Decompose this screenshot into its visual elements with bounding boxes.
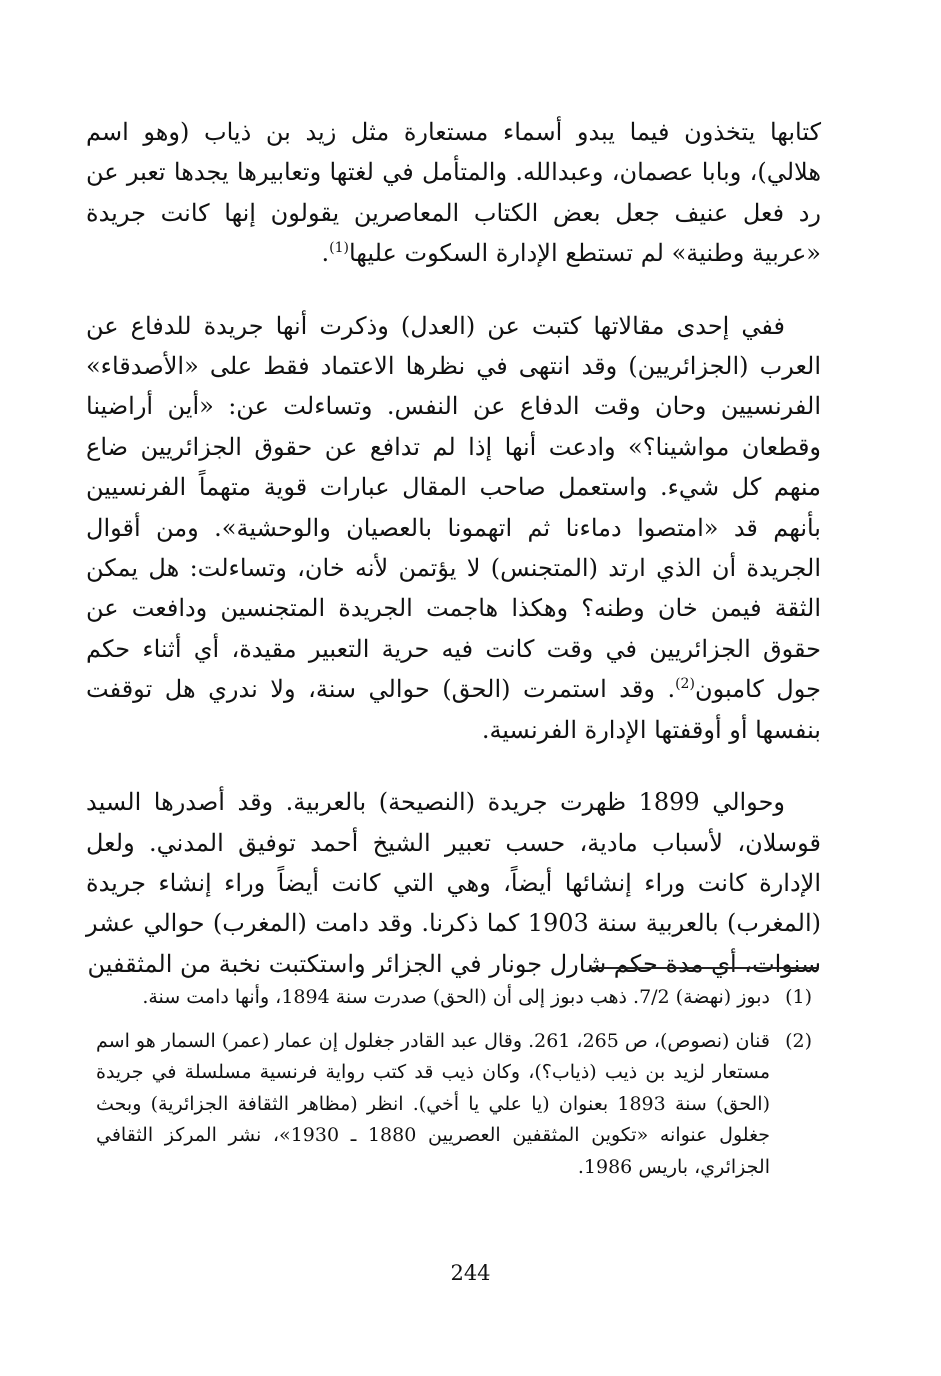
paragraph-1-end: . [321, 239, 330, 268]
footnote-separator [592, 967, 818, 969]
footnote-ref-1: (1) [329, 240, 349, 257]
footnotes [96, 982, 812, 1183]
page-number: 244 [450, 1261, 491, 1285]
paragraph-3 [86, 782, 821, 984]
paragraph-2-text: ففي إحدى مقالاتها كتبت عن (العدل) وذكرت أنها جريدة للدفاع عن العرب (الجزائريين) وقد انتهى في نظرها الاعتماد فقط على «الأصدقاء» الفرنسيين وحان وقت الدفاع عن النفس. وتساءلت عن: «أين أراضينا وقطعان مواشينا؟» وادعت أنها إذا لم تدافع عن حقوق الجزائريين ضاع منهم كل شيء. واستعمل صاحب المقال عبارات قوية متهماً الفرنسيين بأنهم قد «امتصوا دماءنا ثم اتهمونا بالعصيان والوحشية». ومن أقوال الجريدة أن الذي ارتد (المتجنس) لا يؤتمن لأنه خان، وتساءلت: هل يمكن الثقة فيمن خان وطنه؟ وهكذا هاجمت الجريدة المتجنسين ودافعت عن حقوق الجزائريين في وقت كانت فيه حرية التعبير مقيدة، أي أثناء حكم جول كامبون [86, 311, 822, 704]
footnote-ref-2: (2) [675, 676, 695, 693]
footnote-2-text: قنان (نصوص)، ص 265، 261. وقال عبد القادر جغلول إن عمار (عمر) السمار هو اسم مستعار لزيد بن ذيب (ذياب؟)، وكان ذيب قد كتب رواية فرنسية مسلسلة في جريدة (الحق) سنة 1893 بعنوان (يا علي يا أخي). انظر (مظاهر الثقافة الجزائرية) وبحث جغلول عنوانه «تكوين المثقفين العصريين 1880 ـ 1930»، نشر المركز الثقافي الجزائري، باريس 1986. [96, 1029, 771, 1178]
paragraph-2 [86, 306, 821, 750]
paragraph-2-end: . وقد استمرت (الحق) حوالي سنة، ولا ندري هل توقفت بنفسها أو أوقفتها الإدارة الفرنسية. [86, 675, 821, 744]
main-text [86, 112, 821, 984]
footnote-1 [96, 982, 812, 1014]
footnote-1-text: دبوز (نهضة) 7/2. ذهب دبوز إلى أن (الحق) صدرت سنة 1894، وأنها دامت سنة. [142, 986, 770, 1008]
footnote-2-number: (2) [785, 1029, 812, 1052]
footnote-2 [96, 1026, 812, 1184]
paragraph-3-text: وحوالي 1899 ظهرت جريدة (النصيحة) بالعربية. وقد أصدرها السيد قوسلان، لأسباب مادية، حسب تعبير الشيخ أحمد توفيق المدني. ولعل الإدارة كانت وراء إنشائها أيضاً، وهي التي كانت أيضاً وراء إنشاء جريدة (المغرب) بالعربية سنة 1903 كما ذكرنا. وقد دامت (المغرب) حوالي عشر سنوات، أي مدة حكم شارل جونار في الجزائر واستكتبت نخبة من المثقفين [86, 788, 821, 978]
paragraph-1 [86, 112, 821, 274]
footnote-1-number: (1) [785, 986, 812, 1008]
paragraph-1-text: كتابها يتخذون فيما يبدو أسماء مستعارة مثل زيد بن ذياب (وهو اسم هلالي)، وبابا عصمان، وعبدالله. والمتأمل في لغتها وتعابيرها يجدها تعبر عن رد فعل عنيف جعل بعض الكتاب المعاصرين يقولون إنها كانت جريدة «عربية وطنية» لم تستطع الإدارة السكوت عليها [86, 118, 822, 268]
